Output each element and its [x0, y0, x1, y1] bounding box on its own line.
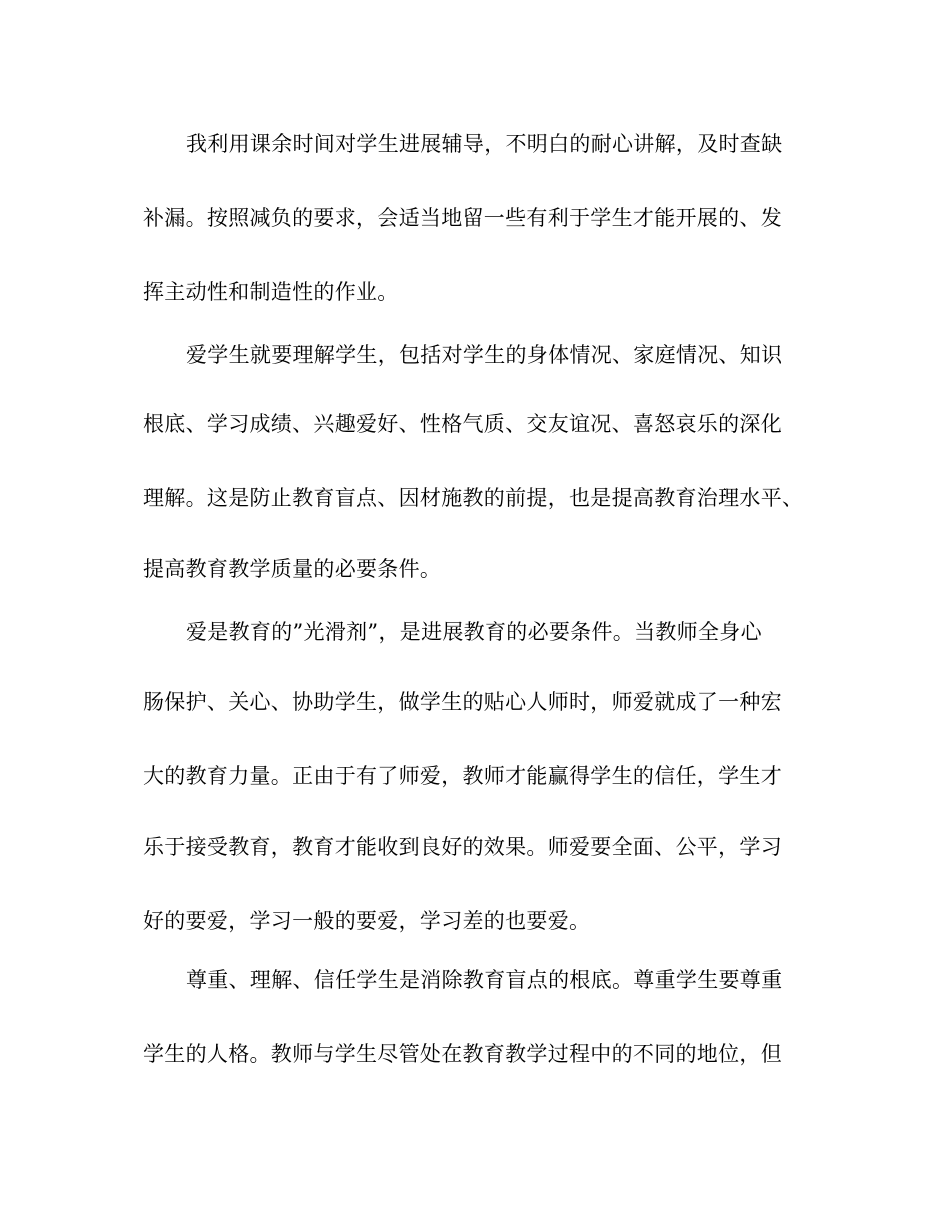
paragraph-3-line-4: 乐于接受教育，教育才能收到良好的效果。师爱要全面、公平，学习 — [143, 835, 782, 859]
paragraph-1-line-3: 挥主动性和制造性的作业。 — [143, 280, 399, 304]
paragraph-3-line-3: 大的教育力量。正由于有了师爱，教师才能赢得学生的信任，学生才 — [143, 764, 782, 788]
paragraph-4-line-2: 学生的人格。教师与学生尽管处在教育教学过程中的不同的地位，但 — [143, 1042, 782, 1066]
paragraph-3-line-2: 肠保护、关心、协助学生，做学生的贴心人师时，师爱就成了一种宏 — [143, 690, 782, 714]
paragraph-2-line-4: 提高教育教学质量的必要条件。 — [143, 557, 442, 581]
paragraph-1-line-2: 补漏。按照减负的要求，会适当地留一些有利于学生才能开展的、发 — [143, 206, 782, 230]
paragraph-3-line-1: 爱是教育的”光滑剂”，是进展教育的必要条件。当教师全身心 — [186, 620, 762, 644]
paragraph-2-line-3: 理解。这是防止教育盲点、因材施教的前提，也是提高教育治理水平、 — [143, 486, 804, 510]
paragraph-2-line-2: 根底、学习成绩、兴趣爱好、性格气质、交友谊况、喜怒哀乐的深化 — [143, 412, 782, 436]
paragraph-2-line-1: 爱学生就要理解学生，包括对学生的身体情况、家庭情况、知识 — [186, 343, 783, 367]
paragraph-4-line-1: 尊重、理解、信任学生是消除教育盲点的根底。尊重学生要尊重 — [186, 968, 783, 992]
paragraph-1-line-1: 我利用课余时间对学生进展辅导，不明白的耐心讲解，及时查缺 — [186, 132, 783, 156]
paragraph-3-line-5: 好的要爱，学习一般的要爱，学习差的也要爱。 — [143, 909, 591, 933]
